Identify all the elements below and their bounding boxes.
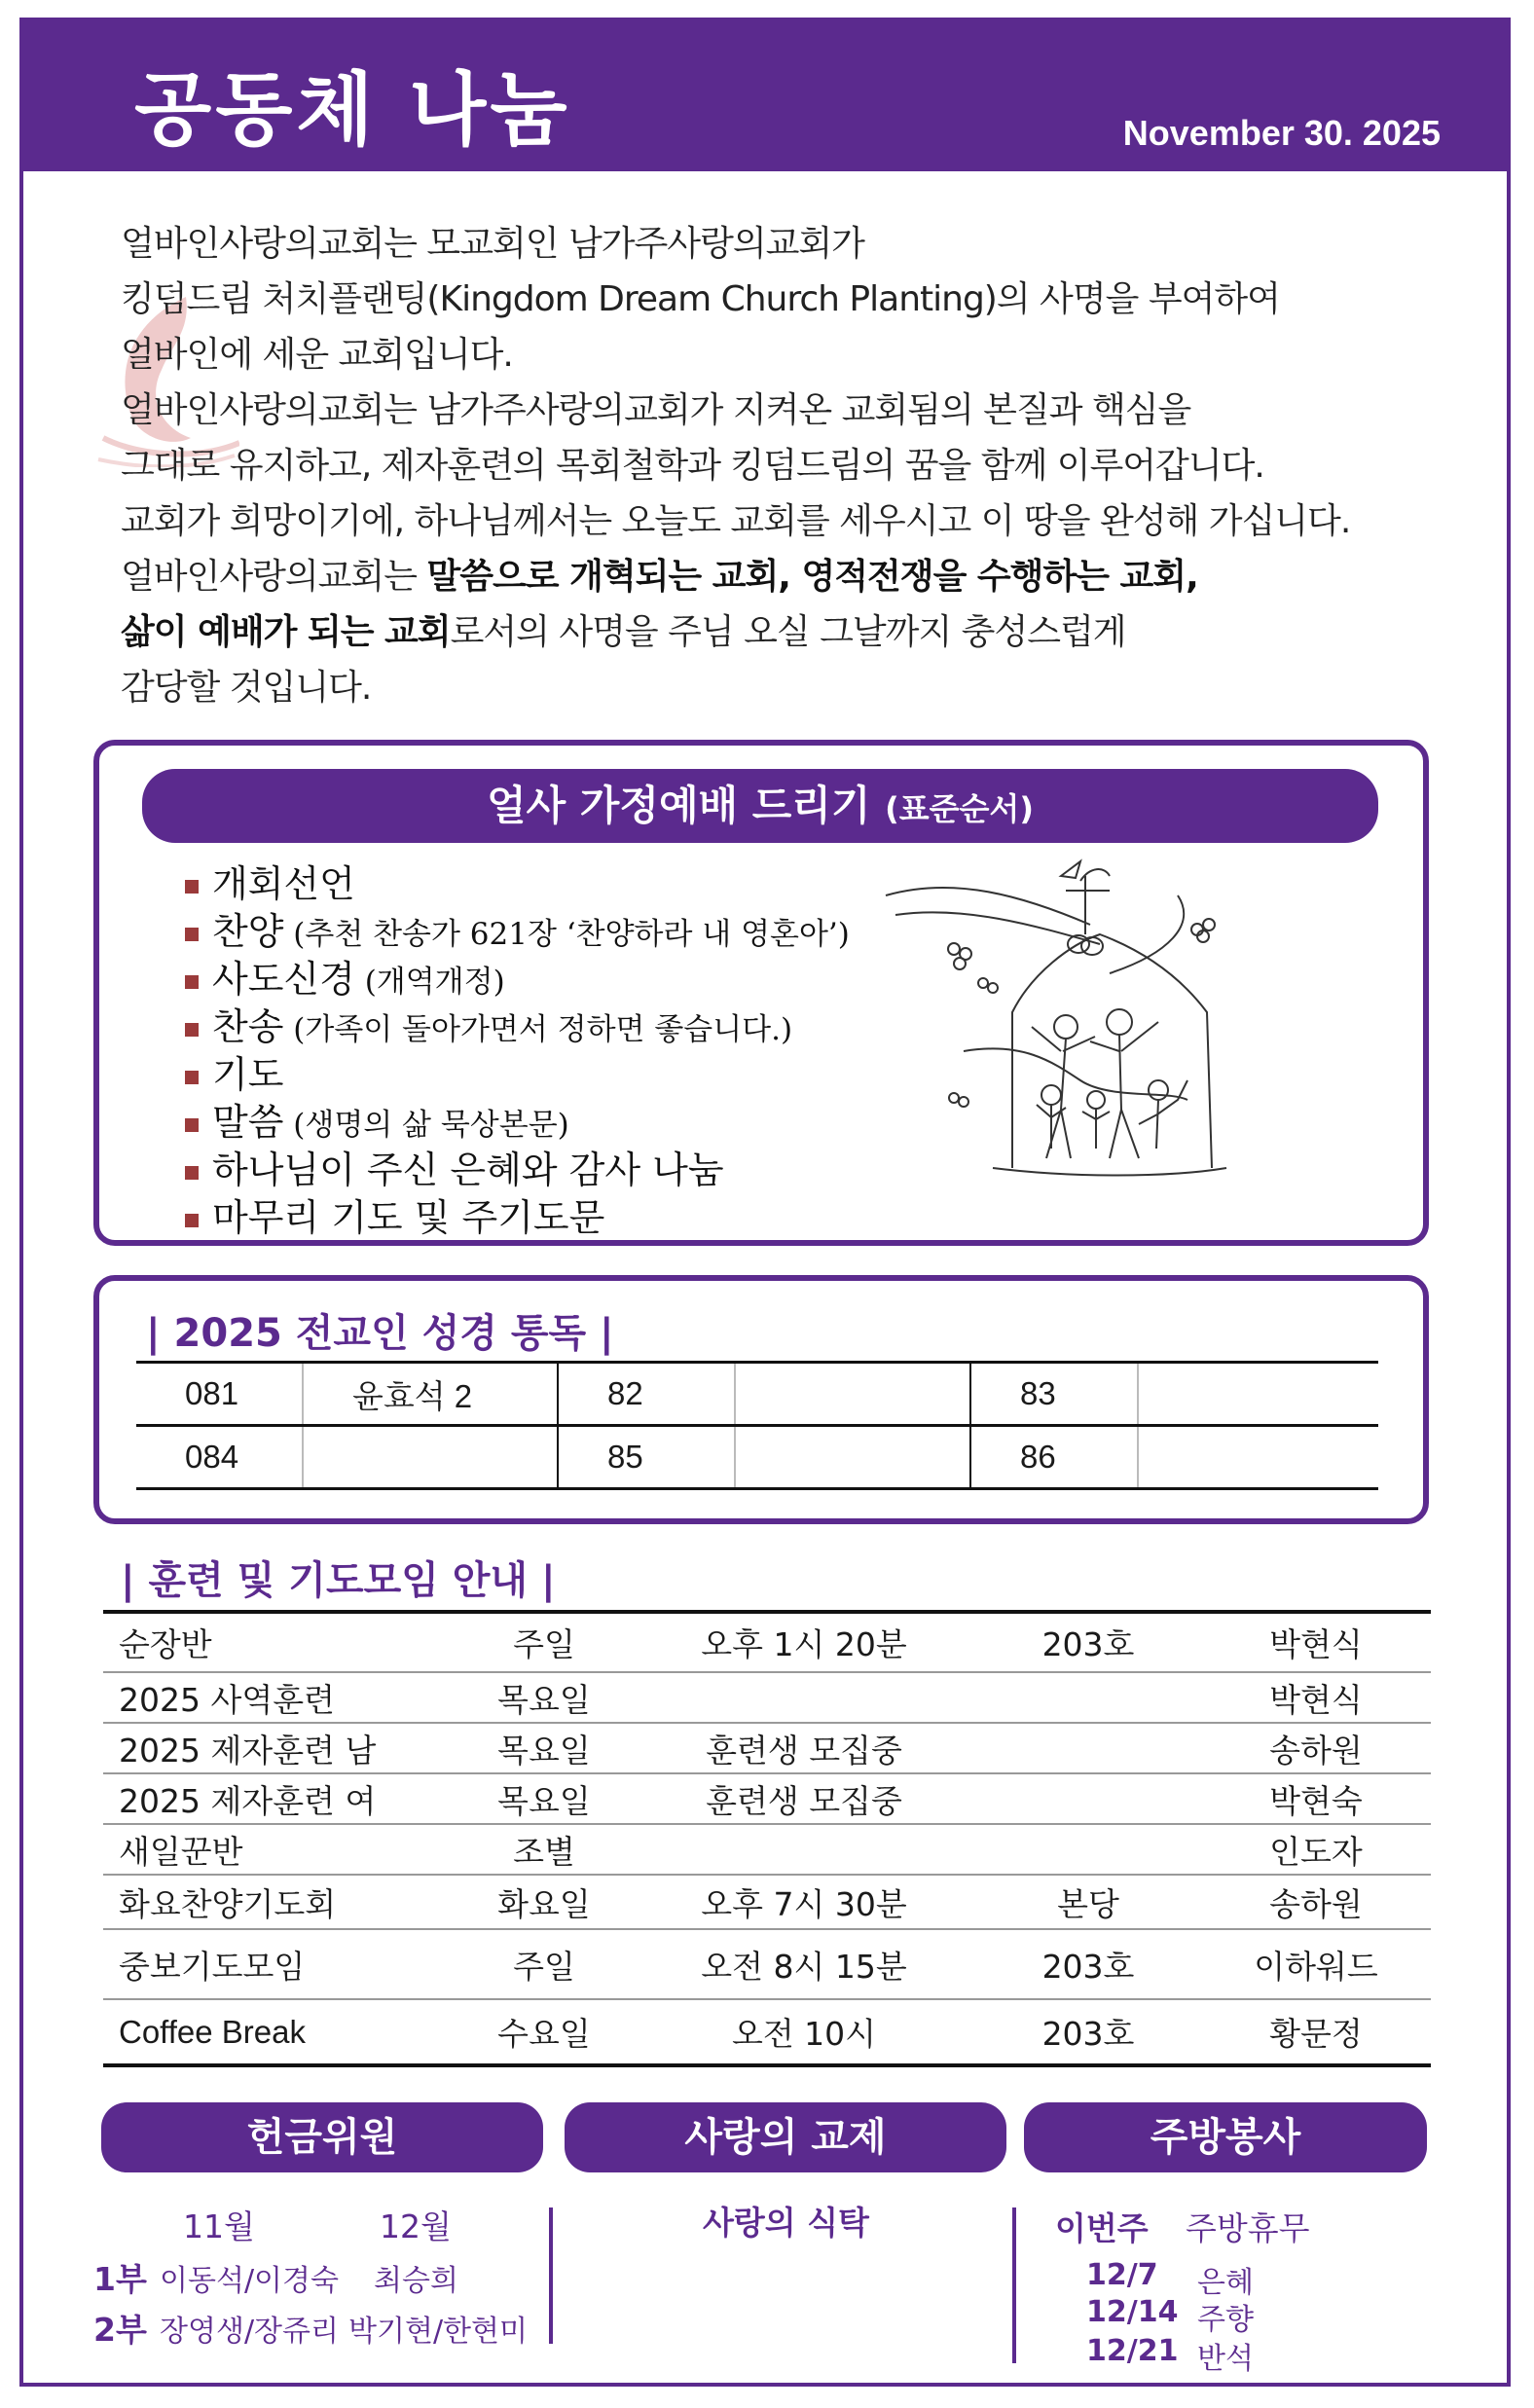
family-worship-title-text: 얼사 가정예배 드리기 <box>487 782 871 829</box>
offering-service-1-dec: 최승희 <box>374 2264 458 2298</box>
offering-service-1-nov: 이동석/이경숙 <box>160 2264 339 2298</box>
issue-date: November 30. 2025 <box>1122 113 1441 153</box>
kitchen-this-week-value: 주방휴무 <box>1186 2209 1310 2247</box>
intro-text: 로서의 사명을 주님 오실 그날까지 충성스럽게 <box>450 612 1126 652</box>
table-cell: 화요찬양기도회 <box>103 1875 456 1929</box>
table-row <box>103 1773 1431 1824</box>
intro-line: 얼바인사랑의교회는 모교회인 남가주사랑의교회가 <box>121 224 864 264</box>
column-divider <box>1012 2207 1016 2363</box>
fellowship-title: 사랑의 교제 <box>565 2102 1006 2172</box>
table-cell: 수요일 <box>456 1999 633 2065</box>
worship-item-label: 찬송 <box>212 1005 284 1048</box>
table-row <box>136 1426 1378 1489</box>
bullet-icon <box>185 975 199 989</box>
bullet-icon <box>185 1214 199 1227</box>
table-cell: 오전 10시 <box>633 1999 975 2065</box>
table-cell: 오전 8시 15분 <box>633 1929 975 1999</box>
intro-emphasis: 말씀으로 개혁되는 교회, 영적전쟁을 수행하는 교회, <box>426 557 1198 597</box>
table-cell: 송하원 <box>1201 1875 1431 1929</box>
offering-service-1-label: 1부 <box>93 2260 147 2298</box>
table-cell <box>633 1672 975 1723</box>
table-cell: 중보기도모임 <box>103 1929 456 1999</box>
table-cell: 윤효석 2 <box>303 1363 558 1426</box>
table-cell <box>633 1824 975 1875</box>
table-cell: 목요일 <box>456 1672 633 1723</box>
list-item <box>185 909 850 957</box>
list-item <box>185 957 850 1004</box>
table-cell: 주일 <box>456 1929 633 1999</box>
table-cell: 83 <box>970 1363 1138 1426</box>
kitchen-schedule-date: 12/14 <box>1086 2295 1179 2329</box>
table-cell: 2025 사역훈련 <box>103 1672 456 1723</box>
list-item <box>185 1004 850 1052</box>
kitchen-schedule-date: 12/7 <box>1086 2258 1158 2292</box>
worship-item-label: 말씀 <box>212 1101 284 1144</box>
intro-paragraph <box>121 216 1483 715</box>
page-title: 공동체 나눔 <box>134 63 571 157</box>
table-cell: 훈련생 모집중 <box>633 1723 975 1773</box>
intro-text: 얼바인사랑의교회는 <box>121 557 427 597</box>
intro-emphasis: 삶이 예배가 되는 교회 <box>121 612 451 652</box>
bullet-icon <box>185 928 199 941</box>
intro-line <box>121 604 1483 660</box>
list-item <box>185 1052 850 1100</box>
bullet-icon <box>185 1166 199 1180</box>
kitchen-schedule-date: 12/21 <box>1086 2334 1179 2368</box>
worship-item-note: (생명의 삶 묵상본문) <box>283 1108 569 1143</box>
table-cell <box>975 1723 1201 1773</box>
offering-month-1: 11월 <box>183 2207 255 2245</box>
table-cell: 주일 <box>456 1612 633 1672</box>
table-cell: 86 <box>970 1426 1138 1489</box>
table-cell: 박현식 <box>1201 1612 1431 1672</box>
table-cell <box>1138 1426 1378 1489</box>
list-item <box>185 1100 850 1148</box>
table-cell <box>975 1672 1201 1723</box>
table-cell: 인도자 <box>1201 1824 1431 1875</box>
table-row <box>136 1363 1378 1426</box>
table-cell: 2025 제자훈련 여 <box>103 1773 456 1824</box>
intro-line: 얼바인에 세운 교회입니다. <box>121 335 513 375</box>
kitchen-schedule-team: 은혜 <box>1197 2266 1254 2300</box>
worship-item-label: 개회선언 <box>212 862 355 905</box>
worship-item-note: (개역개정) <box>354 965 505 1000</box>
fellowship-text: 사랑의 식탁 <box>703 2204 869 2242</box>
bullet-icon <box>185 1071 199 1084</box>
table-cell: 목요일 <box>456 1773 633 1824</box>
table-row <box>103 1875 1431 1929</box>
table-cell <box>975 1824 1201 1875</box>
table-row <box>103 1929 1431 1999</box>
table-cell: 박현식 <box>1201 1672 1431 1723</box>
table-cell: 박현숙 <box>1201 1773 1431 1824</box>
table-cell <box>1138 1363 1378 1426</box>
training-title: | 훈련 및 기도모임 안내 | <box>121 1558 556 1603</box>
family-church-illustration-icon <box>876 857 1324 1187</box>
table-cell <box>975 1773 1201 1824</box>
table-row <box>103 1999 1431 2065</box>
list-item <box>185 1148 850 1195</box>
kitchen-schedule-team: 반석 <box>1197 2342 1254 2376</box>
worship-item-label: 하나님이 주신 은혜와 감사 나눔 <box>212 1149 724 1191</box>
table-cell: 황문정 <box>1201 1999 1431 2065</box>
table-cell: 송하원 <box>1201 1723 1431 1773</box>
offering-service-2-label: 2부 <box>93 2311 147 2349</box>
intro-line: 교회가 희망이기에, 하나님께서는 오늘도 교회를 세우시고 이 땅을 완성해 가십니다. <box>121 501 1351 541</box>
table-cell: 화요일 <box>456 1875 633 1929</box>
intro-line: 감당할 것입니다. <box>121 668 372 708</box>
table-row <box>103 1723 1431 1773</box>
worship-item-label: 사도신경 <box>212 958 355 1001</box>
table-cell: 이하워드 <box>1201 1929 1431 1999</box>
intro-line: 킹덤드림 처치플랜팅(Kingdom Dream Church Planting)의 사명을 부여하여 <box>121 279 1280 319</box>
header-bar <box>19 18 1511 171</box>
worship-item-note: (추천 찬송가 621장 ‘찬양하라 내 영혼아’) <box>283 917 850 952</box>
table-cell: 오후 1시 20분 <box>633 1612 975 1672</box>
bullet-icon <box>185 1118 199 1132</box>
table-cell: 203호 <box>975 1612 1201 1672</box>
table-cell <box>735 1426 970 1489</box>
offering-service-2-nov: 장영생/장쥬리 <box>160 2315 339 2349</box>
worship-item-label: 찬양 <box>212 910 284 953</box>
list-item <box>185 1195 850 1243</box>
intro-line <box>121 549 1483 604</box>
family-worship-title <box>142 769 1378 843</box>
bible-reading-title: | 2025 전교인 성경 통독 | <box>146 1311 614 1356</box>
table-cell: 85 <box>558 1426 735 1489</box>
offering-service-2-dec: 박기현/한현미 <box>348 2315 528 2349</box>
table-cell: 목요일 <box>456 1723 633 1773</box>
list-item <box>185 861 850 909</box>
table-cell: 081 <box>136 1363 303 1426</box>
table-cell: 조별 <box>456 1824 633 1875</box>
table-cell: 새일꾼반 <box>103 1824 456 1875</box>
kitchen-schedule-team: 주향 <box>1197 2303 1254 2337</box>
offering-month-2: 12월 <box>380 2207 452 2245</box>
table-cell: 82 <box>558 1363 735 1426</box>
table-cell <box>303 1426 558 1489</box>
worship-order-list <box>185 861 850 1243</box>
kitchen-this-week-label: 이번주 <box>1055 2209 1149 2247</box>
table-cell: 본당 <box>975 1875 1201 1929</box>
table-cell: 오후 7시 30분 <box>633 1875 975 1929</box>
column-divider <box>549 2207 553 2344</box>
intro-line: 얼바인사랑의교회는 남가주사랑의교회가 지켜온 교회됨의 본질과 핵심을 <box>121 390 1191 430</box>
family-worship-title-note: (표준순서) <box>885 790 1034 827</box>
intro-line: 그대로 유지하고, 제자훈련의 목회철학과 킹덤드림의 꿈을 함께 이루어갑니다. <box>121 446 1264 486</box>
bullet-icon <box>185 1023 199 1037</box>
table-cell: 2025 제자훈련 남 <box>103 1723 456 1773</box>
offering-committee-title: 헌금위원 <box>101 2102 543 2172</box>
training-schedule-table <box>103 1610 1431 2067</box>
worship-item-note: (가족이 돌아가면서 정하면 좋습니다.) <box>283 1012 793 1047</box>
table-cell: 순장반 <box>103 1612 456 1672</box>
worship-item-label: 기도 <box>212 1053 284 1096</box>
table-cell <box>735 1363 970 1426</box>
table-row <box>103 1672 1431 1723</box>
table-row <box>103 1612 1431 1672</box>
bullet-icon <box>185 880 199 894</box>
table-cell: 084 <box>136 1426 303 1489</box>
table-cell: 훈련생 모집중 <box>633 1773 975 1824</box>
bible-reading-table <box>136 1361 1378 1490</box>
table-cell: Coffee Break <box>103 1999 456 2065</box>
table-cell: 203호 <box>975 1999 1201 2065</box>
kitchen-service-title: 주방봉사 <box>1024 2102 1427 2172</box>
table-row <box>103 1824 1431 1875</box>
worship-item-label: 마무리 기도 및 주기도문 <box>212 1196 605 1239</box>
table-cell: 203호 <box>975 1929 1201 1999</box>
